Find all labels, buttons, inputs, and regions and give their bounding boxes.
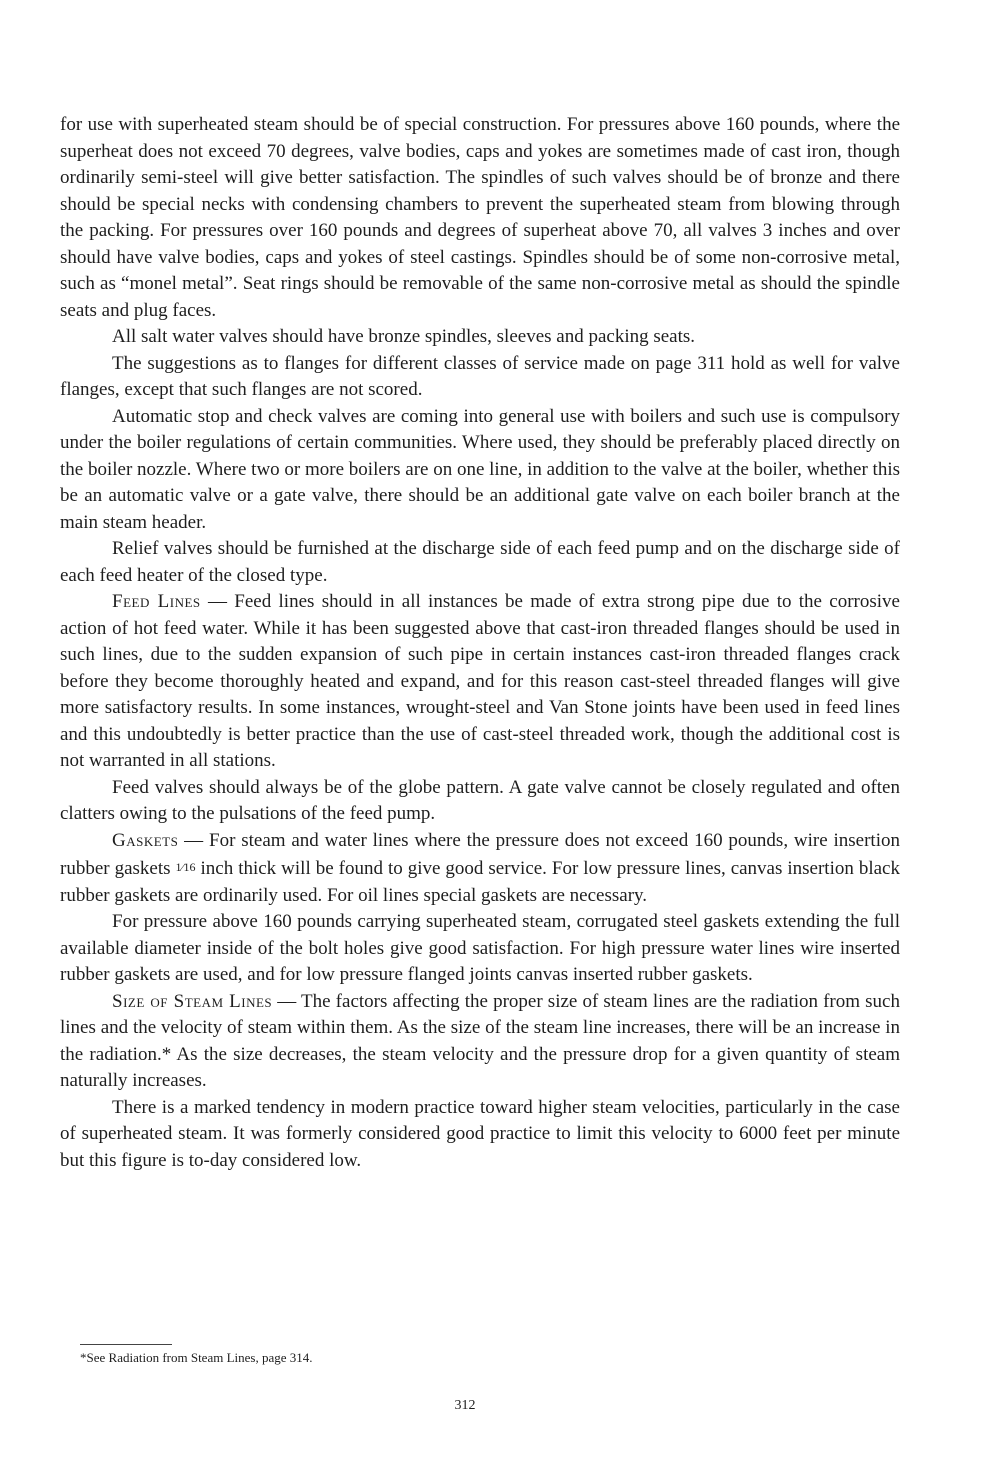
paragraph-steam-velocities: There is a marked tendency in modern practice toward higher steam velocities, particularly in the case of superheated steam. It was formerly considered good practice to limit this velocity to 6000 feet per minute but this figure is to-day considered low. xyxy=(60,1096,900,1171)
footnote-divider xyxy=(80,1344,172,1345)
gaskets-dash: — xyxy=(178,829,209,851)
paragraph-valve-construction: for use with superheated steam should be of special construction. For pressures above 160 pounds, where the superheat does not exceed 70 degrees, valve bodies, caps and yokes are sometimes made of cast iron, though ordinarily semi-steel will give better satisfaction. The spindles of such valves should be of bronze and there should be special necks with condensing chambers to prevent the superheated steam from blowing through the packing. For pressures over 160 pounds and degrees of superheat above 70, all valves 3 inches and over should have valve bodies, caps and yokes of steel castings. Spindles should be of some non-corrosive metal, such as “monel metal”. Seat rings should be removable of the same non-corrosive metal as should the spindle seats and plug faces. xyxy=(60,114,900,321)
page-number: 312 xyxy=(454,1398,476,1413)
paragraph-automatic-valves: Automatic stop and check valves are coming into general use with boilers and such use is compulsory under the boiler regulations of certain communities. Where used, they should be preferably placed directly on the boiler nozzle. Where two or more boilers are on one line, in addition to the valve at the boiler, whether this be an automatic valve or a gate valve, there should be an additional gate valve on each boiler branch at the main steam header. xyxy=(60,405,900,533)
size-steam-lines-heading: Size of Steam Lines xyxy=(112,990,273,1012)
page-body xyxy=(60,112,900,1174)
size-steam-lines-dash: — xyxy=(272,990,302,1012)
paragraph-feed-valves: Feed valves should always be of the globe pattern. A gate valve cannot be closely regulated and often clatters owing to the pulsations of the feed pump. xyxy=(60,776,900,824)
size-steam-lines-text: The factors affecting the proper size of steam lines are the radiation from such lines and the velocity of steam within them. As the size of the steam line increases, there will be an increase in the radiation.* As the size decreases, the steam velocity and the pressure drop for a given quantity of steam naturally increases. xyxy=(60,990,900,1091)
feed-lines-text: Feed lines should in all instances be made of extra strong pipe due to the corrosive action of hot feed water. While it has been suggested above that cast-iron threaded flanges should be used in such lines, due to the sudden expansion of such pipe in certain instances cast-iron threaded flanges crack before they become thoroughly heated and expand, and for this reason cast-steel threaded flanges will give more satisfactory results. In some instances, wrought-steel and Van Stone joints have been used in feed lines and this undoubtedly is better practice than the use of cast-steel threaded work, though the additional cost is not warranted in all stations. xyxy=(60,591,900,771)
paragraph-gaskets xyxy=(60,828,900,910)
gaskets-text-before: For steam and water lines where the pressure does not exceed 160 pounds, wire insertion rubber gaskets xyxy=(60,829,900,879)
paragraph-relief-valves: Relief valves should be furnished at the discharge side of each feed pump and on the discharge side of each feed heater of the closed type. xyxy=(60,538,900,586)
gaskets-text-after: inch thick will be found to give good service. For low pressure lines, canvas insertion black rubber gaskets are ordinarily used. For oil lines special gaskets are necessary. xyxy=(60,858,900,906)
paragraph-salt-water-valves: All salt water valves should have bronze spindles, sleeves and packing seats. xyxy=(112,326,696,347)
gaskets-heading: Gaskets xyxy=(112,829,179,851)
gasket-thickness-fraction: 1⁄16 xyxy=(175,860,196,874)
paragraph-size-steam-lines xyxy=(60,989,900,1095)
feed-lines-dash: — xyxy=(200,591,235,612)
paragraph-superheated-gaskets: For pressure above 160 pounds carrying superheated steam, corrugated steel gaskets extending the full available diameter inside of the bolt holes give good satisfaction. For high pressure water lines wire inserted rubber gaskets are used, and for low pressure flanged joints canvas inserted rubber gaskets. xyxy=(60,911,900,985)
paragraph-feed-lines xyxy=(60,589,900,775)
footnote: *See Radiation from Steam Lines, page 314. xyxy=(80,1350,313,1365)
feed-lines-heading: Feed Lines xyxy=(112,591,201,612)
paragraph-flange-suggestions: The suggestions as to flanges for different classes of service made on page 311 hold as well for valve flanges, except that such flanges are not scored. xyxy=(60,352,900,400)
